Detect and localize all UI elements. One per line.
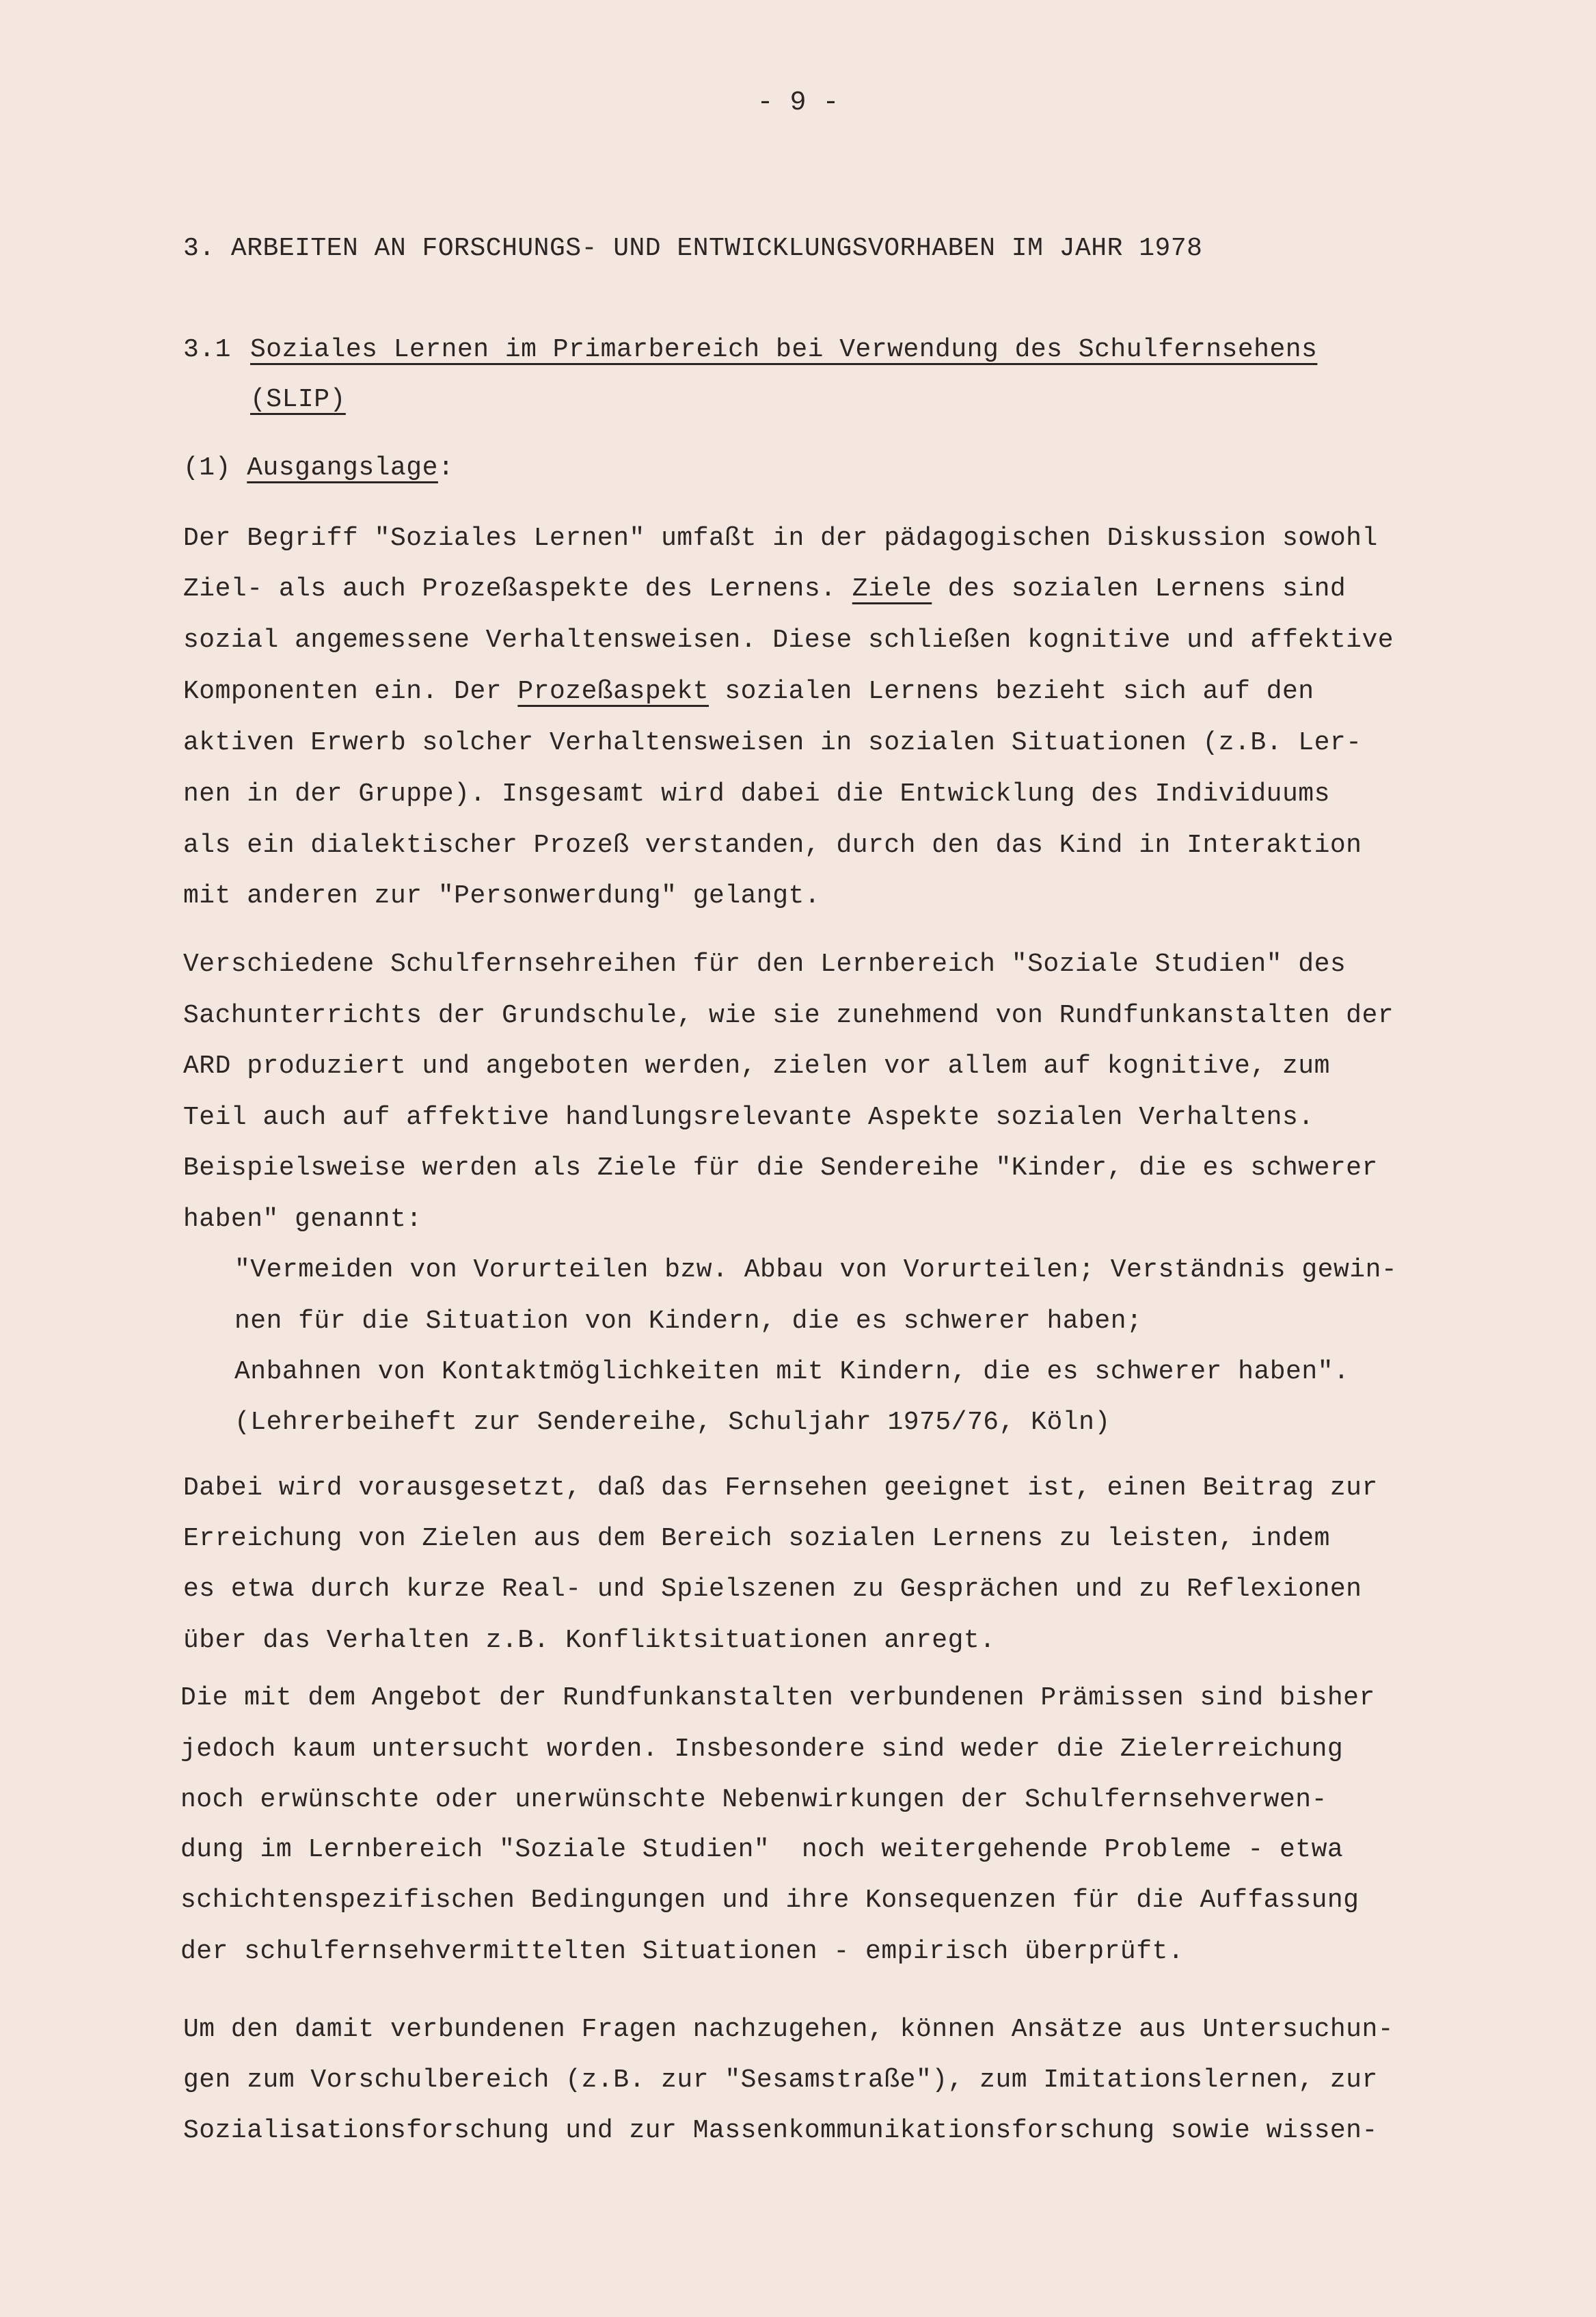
section-heading: 3. ARBEITEN AN FORSCHUNGS- UND ENTWICKLUNGSVORHABEN IM JAHR 1978: [183, 234, 1203, 263]
text-span: Komponenten ein. Der: [183, 677, 518, 706]
text-span: des sozialen Lernens sind: [932, 574, 1347, 604]
para4-line: noch erwünschte oder unerwünschte Nebenwirkungen der Schulfernsehverwen-: [180, 1785, 1327, 1814]
para1-line: als ein dialektischer Prozeß verstanden, durch den das Kind in Interaktion: [183, 831, 1362, 860]
para2-line: Beispielsweise werden als Ziele für die Sendereihe "Kinder, die es schwerer: [183, 1153, 1378, 1183]
underlined-term: Ziele: [852, 574, 932, 604]
para3-line: es etwa durch kurze Real- und Spielszenen zu Gesprächen und zu Reflexionen: [183, 1575, 1362, 1604]
para4-line: Die mit dem Angebot der Rundfunkanstalten verbundenen Prämissen sind bisher: [180, 1683, 1375, 1713]
para1-line: nen in der Gruppe). Insgesamt wird dabei die Entwicklung des Individuums: [183, 779, 1330, 809]
para4-line: schichtenspezifischen Bedingungen und ihre Konsequenzen für die Auffassung: [180, 1886, 1360, 1915]
para3-line: Erreichung von Zielen aus dem Bereich sozialen Lernens zu leisten, indem: [183, 1524, 1330, 1553]
subsection-title-line1: Soziales Lernen im Primarbereich bei Verwendung des Schulfernsehens: [250, 335, 1318, 364]
item-label: Ausgangslage: [247, 453, 438, 483]
para3-line: Dabei wird vorausgesetzt, daß das Fernsehen geeignet ist, einen Beitrag zur: [183, 1473, 1378, 1503]
para2-line: Sachunterrichts der Grundschule, wie sie zunehmend von Rundfunkanstalten der: [183, 1001, 1394, 1030]
underlined-term: Prozeßaspekt: [517, 677, 709, 706]
quote-line: "Vermeiden von Vorurteilen bzw. Abbau von Vorurteilen; Verständnis gewin-: [234, 1255, 1398, 1285]
para4-line: dung im Lernbereich "Soziale Studien" noch weitergehende Probleme - etwa: [180, 1835, 1344, 1864]
page-number: - 9 -: [757, 88, 839, 118]
para2-line: ARD produziert und angeboten werden, zielen vor allem auf kognitive, zum: [183, 1052, 1330, 1081]
para4-line: jedoch kaum untersucht worden. Insbesondere sind weder die Zielerreichung: [180, 1735, 1344, 1764]
para2-line: haben" genannt:: [183, 1205, 422, 1234]
para1-line: mit anderen zur "Personwerdung" gelangt.: [183, 881, 821, 911]
para1-line: sozial angemessene Verhaltensweisen. Diese schließen kognitive und affektive: [183, 626, 1394, 655]
quote-line: nen für die Situation von Kindern, die es schwerer haben;: [234, 1307, 1143, 1336]
quote-citation: (Lehrerbeiheft zur Sendereihe, Schuljahr 1975/76, Köln): [234, 1408, 1111, 1437]
para4-line: der schulfernsehvermittelten Situationen - empirisch überprüft.: [180, 1937, 1185, 1966]
para2-line: Verschiedene Schulfernsehreihen für den Lernbereich "Soziale Studien" des: [183, 950, 1347, 979]
item-colon: :: [437, 453, 455, 483]
text-span: sozialen Lernens bezieht sich auf den: [709, 677, 1314, 706]
para1-line: [183, 679, 1314, 705]
para3-line: über das Verhalten z.B. Konfliktsituationen anregt.: [183, 1626, 996, 1655]
subsection-number: 3.1: [183, 335, 231, 364]
item-number: (1): [183, 453, 231, 483]
para1-line: Der Begriff "Soziales Lernen" umfaßt in der pädagogischen Diskussion sowohl: [183, 524, 1378, 553]
item-heading: [183, 455, 454, 481]
para1-line: aktiven Erwerb solcher Verhaltensweisen in sozialen Situationen (z.B. Ler-: [183, 728, 1362, 758]
para2-line: Teil auch auf affektive handlungsrelevante Aspekte sozialen Verhaltens.: [183, 1103, 1314, 1132]
para5-line: Um den damit verbundenen Fragen nachzugehen, können Ansätze aus Untersuchun-: [183, 2015, 1394, 2044]
subsection-title-line2: (SLIP): [250, 385, 346, 414]
text-span: Ziel- als auch Prozeßaspekte des Lernens.: [183, 574, 852, 604]
para5-line: Sozialisationsforschung und zur Massenkommunikationsforschung sowie wissen-: [183, 2116, 1378, 2145]
para5-line: gen zum Vorschulbereich (z.B. zur "Sesamstraße"), zum Imitationslernen, zur: [183, 2065, 1378, 2095]
para1-line: [183, 576, 1346, 602]
quote-line: Anbahnen von Kontaktmöglichkeiten mit Kindern, die es schwerer haben".: [234, 1357, 1350, 1387]
